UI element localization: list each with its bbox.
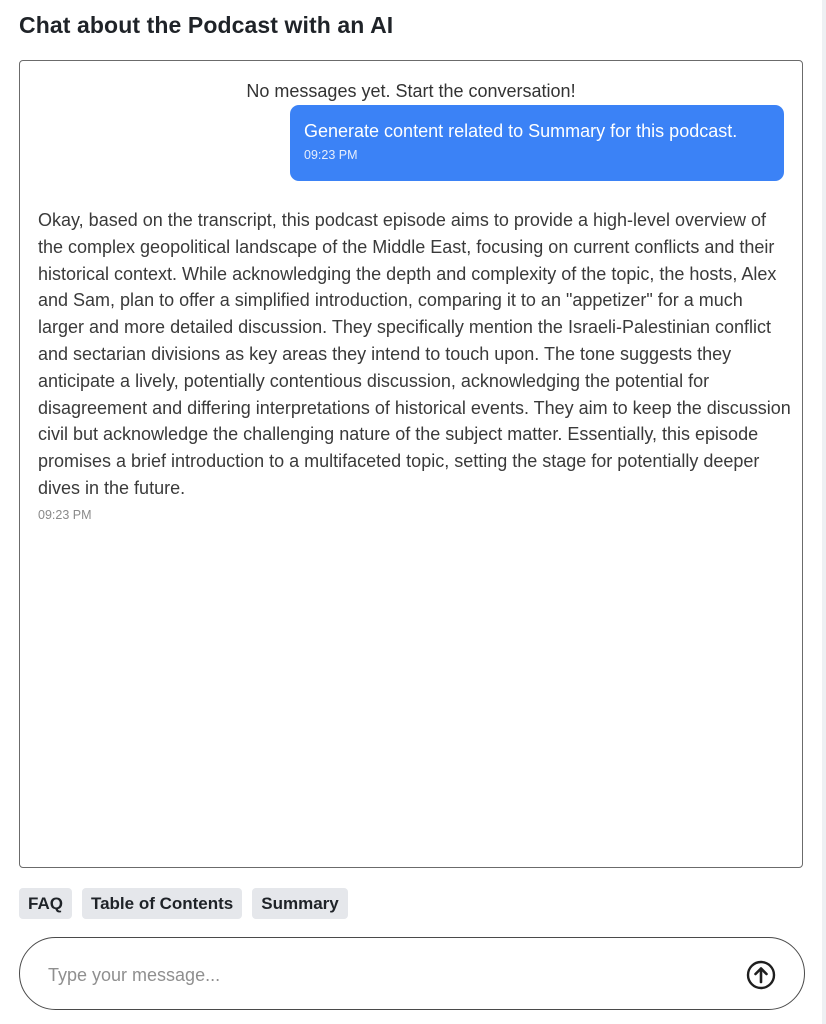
page-title: Chat about the Podcast with an AI <box>19 12 394 38</box>
user-message-text: Generate content related to Summary for this podcast. <box>304 121 738 141</box>
send-button[interactable] <box>745 959 777 991</box>
message-input[interactable] <box>46 958 710 992</box>
message-composer <box>19 937 805 1010</box>
user-message-time: 09:23 PM <box>304 148 358 162</box>
faq-button[interactable]: FAQ <box>19 888 72 919</box>
assistant-message <box>38 207 792 522</box>
assistant-message-text: Okay, based on the transcript, this podcast episode aims to provide a high-level overview of the complex geopolitical landscape of the Middle East, focusing on current conflicts and their historical context. While acknowledging the depth and complexity of the topic, the hosts, Alex and Sam, plan to offer a simplified introduction, comparing it to an "appetizer" for a much larger and more detailed discussion. They specifically mention the Israeli-Palestinian conflict and sectarian divisions as key areas they intend to touch upon. The tone suggests they anticipate a lively, potentially contentious discussion, acknowledging the potential for disagreement and differing interpretations of historical events. They aim to keep the discussion civil but acknowledge the challenging nature of the subject matter. Essentially, this episode promises a brief introduction to a multifaceted topic, setting the stage for potentially deeper dives in the future. <box>38 210 791 498</box>
table-of-contents-button[interactable]: Table of Contents <box>82 888 242 919</box>
user-message-bubble <box>290 105 784 181</box>
page-scrollbar[interactable] <box>822 0 826 1024</box>
quick-action-bar <box>19 888 348 919</box>
arrow-up-circle-icon <box>745 959 777 991</box>
assistant-message-time: 09:23 PM <box>38 507 92 522</box>
summary-button[interactable]: Summary <box>252 888 347 919</box>
empty-state-note: No messages yet. Start the conversation! <box>246 81 576 101</box>
chat-message-area[interactable] <box>19 60 803 868</box>
